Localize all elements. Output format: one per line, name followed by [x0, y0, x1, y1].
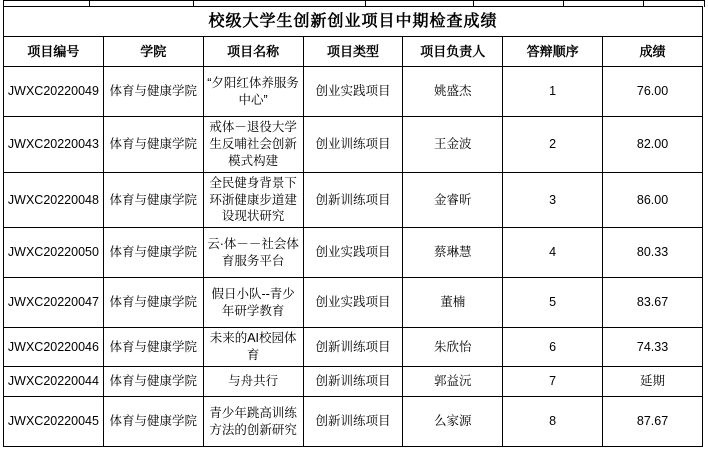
table-title-row [4, 7, 703, 37]
results-table [3, 6, 703, 447]
cell-code: JWXC20220046 [4, 328, 104, 367]
cell-leader: 王金波 [403, 117, 503, 173]
cell-defense-order: 7 [503, 367, 603, 397]
cell-college: 体育与健康学院 [103, 172, 203, 228]
table-row [4, 397, 703, 447]
top-edge-cell [365, 0, 474, 7]
cell-code: JWXC20220044 [4, 367, 104, 397]
cell-college: 体育与健康学院 [103, 328, 203, 367]
cell-leader: 董楠 [403, 278, 503, 328]
table-row [4, 67, 703, 117]
cell-college: 体育与健康学院 [103, 117, 203, 173]
top-edge-cell [193, 0, 366, 7]
cell-leader: 姚盛杰 [403, 67, 503, 117]
table-row [4, 172, 703, 228]
cell-project-name: 全民健身背景下环浙健康步道建设现状研究 [203, 172, 303, 228]
top-edge-cell [473, 0, 564, 7]
cell-project-name: 戒体－退役大学生反哺社会创新模式构建 [203, 117, 303, 173]
cell-score: 76.00 [603, 67, 703, 117]
cell-leader: 郭益沅 [403, 367, 503, 397]
cell-code: JWXC20220048 [4, 172, 104, 228]
cell-college: 体育与健康学院 [103, 397, 203, 447]
cell-defense-order: 4 [503, 228, 603, 278]
column-header-code: 项目编号 [4, 37, 104, 67]
column-header-project-type: 项目类型 [303, 37, 403, 67]
table-row [4, 117, 703, 173]
table-header-row [4, 37, 703, 67]
cell-score: 74.33 [603, 328, 703, 367]
cell-score: 86.00 [603, 172, 703, 228]
top-edge-cell [563, 0, 644, 7]
cell-college: 体育与健康学院 [103, 228, 203, 278]
sheet-top-edge [0, 0, 708, 6]
cell-defense-order: 6 [503, 328, 603, 367]
cell-project-type: 创新训练项目 [303, 367, 403, 397]
top-edge-cell [3, 0, 90, 7]
cell-code: JWXC20220043 [4, 117, 104, 173]
column-header-college: 学院 [103, 37, 203, 67]
cell-project-type: 创业实践项目 [303, 67, 403, 117]
cell-project-name: “夕阳红体养服务中心” [203, 67, 303, 117]
column-header-project-name: 项目名称 [203, 37, 303, 67]
top-edge-cell [643, 0, 705, 7]
cell-project-name: 云·体－－社会体育服务平台 [203, 228, 303, 278]
cell-score: 延期 [603, 367, 703, 397]
cell-leader: 么家源 [403, 397, 503, 447]
column-header-leader: 项目负责人 [403, 37, 503, 67]
table-row [4, 328, 703, 367]
cell-project-name: 假日小队--青少年研学教育 [203, 278, 303, 328]
cell-project-type: 创业实践项目 [303, 278, 403, 328]
cell-code: JWXC20220045 [4, 397, 104, 447]
cell-leader: 金睿昕 [403, 172, 503, 228]
table-row [4, 228, 703, 278]
cell-defense-order: 2 [503, 117, 603, 173]
cell-college: 体育与健康学院 [103, 278, 203, 328]
cell-project-type: 创新训练项目 [303, 172, 403, 228]
cell-project-name: 与舟共行 [203, 367, 303, 397]
cell-code: JWXC20220050 [4, 228, 104, 278]
cell-project-type: 创新训练项目 [303, 397, 403, 447]
cell-code: JWXC20220047 [4, 278, 104, 328]
cell-score: 82.00 [603, 117, 703, 173]
cell-defense-order: 3 [503, 172, 603, 228]
cell-project-type: 创业实践项目 [303, 228, 403, 278]
top-edge-cell [89, 0, 194, 7]
cell-score: 87.67 [603, 397, 703, 447]
cell-score: 80.33 [603, 228, 703, 278]
cell-college: 体育与健康学院 [103, 367, 203, 397]
page-title: 校级大学生创新创业项目中期检查成绩 [4, 7, 703, 37]
cell-code: JWXC20220049 [4, 67, 104, 117]
cell-project-name: 未来的AI校园体育 [203, 328, 303, 367]
column-header-score: 成绩 [603, 37, 703, 67]
cell-defense-order: 1 [503, 67, 603, 117]
cell-project-name: 青少年跳高训练方法的创新研究 [203, 397, 303, 447]
cell-defense-order: 8 [503, 397, 603, 447]
table-row [4, 367, 703, 397]
cell-defense-order: 5 [503, 278, 603, 328]
cell-project-type: 创新训练项目 [303, 328, 403, 367]
table-row [4, 278, 703, 328]
cell-project-type: 创业训练项目 [303, 117, 403, 173]
column-header-defense-order: 答辩顺序 [503, 37, 603, 67]
cell-score: 83.67 [603, 278, 703, 328]
cell-leader: 蔡琳慧 [403, 228, 503, 278]
cell-college: 体育与健康学院 [103, 67, 203, 117]
cell-leader: 朱欣怡 [403, 328, 503, 367]
